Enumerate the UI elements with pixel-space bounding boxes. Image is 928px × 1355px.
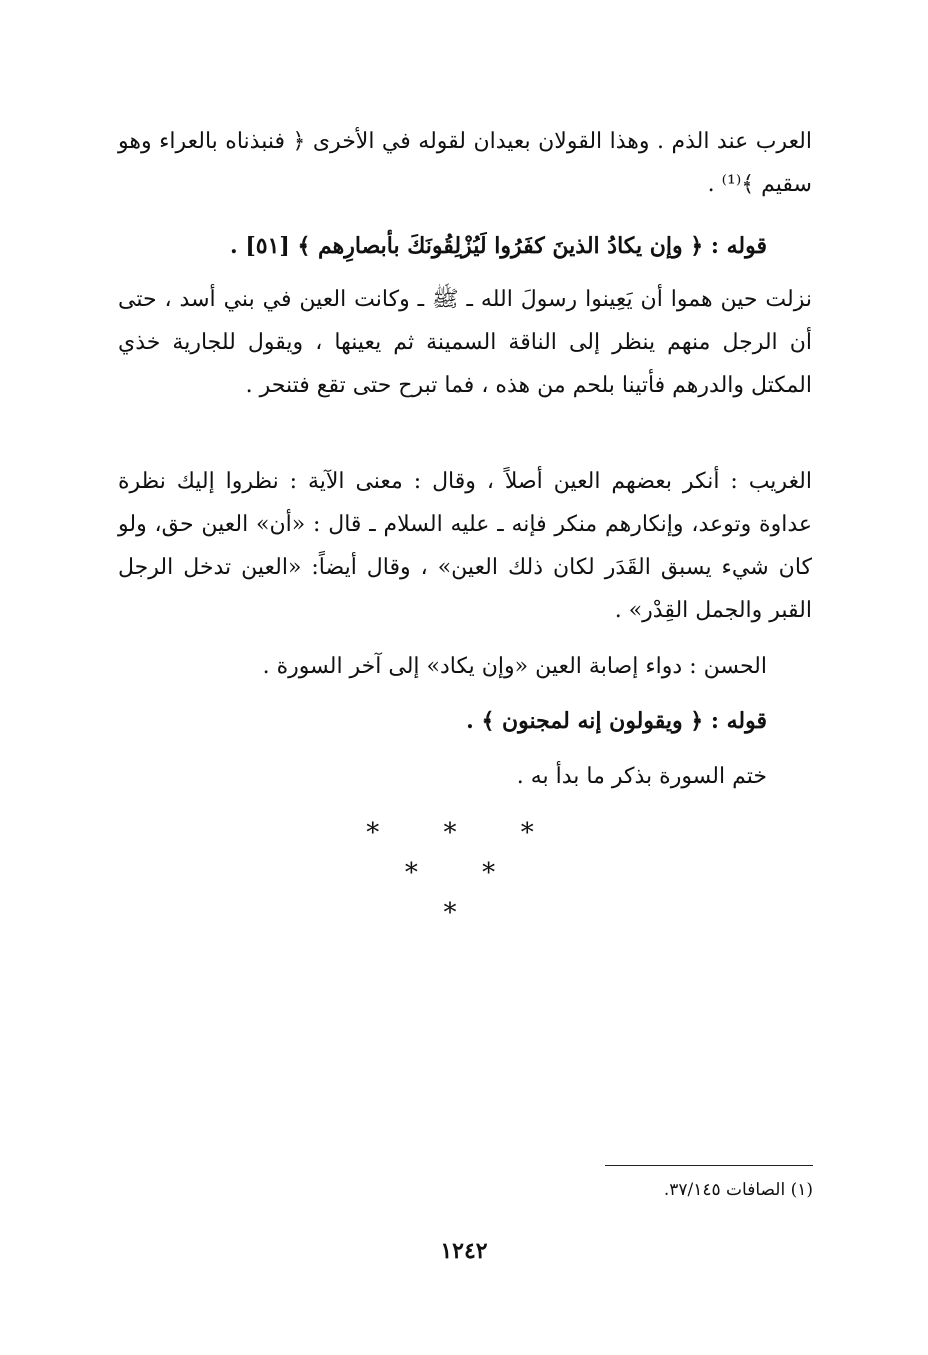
footnote-divider	[605, 1165, 813, 1166]
footnote: (١) الصافات ٣٧/١٤٥.	[663, 1180, 813, 1200]
paragraph-revelation: نزلت حين هموا أن يَعِينوا رسولَ الله ـ ﷺ ـ وكانت العين في بني أسد ، حتى أن الرجل منهم ينظر إلى الناقة السمينة ثم يعينها ، ويقول للجارية خذي المكتل والدرهم فأتينا بلحم من هذه ، فما تبرح حتى تقع فتنحر .	[118, 287, 812, 398]
paragraph-hasan: الحسن : دواء إصابة العين «وإن يكاد» إلى آخر السورة .	[262, 654, 767, 679]
verse-heading-majnun: قوله : ﴿ ويقولون إنه لمجنون ﴾ .	[466, 708, 767, 734]
ornament-row-1: * * *	[366, 818, 562, 848]
verse-heading-51: قوله : ﴿ وإن يكادُ الذينَ كفَرُوا لَيُزْلِقُونَكَ بأبصارِهم ﴾ [٥١] .	[230, 233, 767, 259]
ornament-row-2: * *	[404, 858, 524, 888]
paragraph-1: العرب عند الذم . وهذا القولان بعيدان لقوله في الأخرى ﴿ فنبذناه بالعراء وهو سقيم ﴾⁽¹⁾ .	[118, 129, 812, 197]
ornament-row-3: *	[443, 898, 485, 928]
paragraph-gharib: الغريب : أنكر بعضهم العين أصلاً ، وقال : معنى الآية : نظروا إليك نظرة عداوة وتوعد، وإنكارهم منكر فإنه ـ عليه السلام ـ قال : «أن» العين حق، ولو كان شيء يسبق القَدَر لكان ذلك العين» ، وقال أيضاً: «العين تدخل الرجل القبر والجمل القِدْر» .	[118, 469, 812, 623]
closing-sentence: ختم السورة بذكر ما بدأ به .	[516, 764, 767, 789]
page-number: ١٢٤٢	[440, 1238, 488, 1264]
